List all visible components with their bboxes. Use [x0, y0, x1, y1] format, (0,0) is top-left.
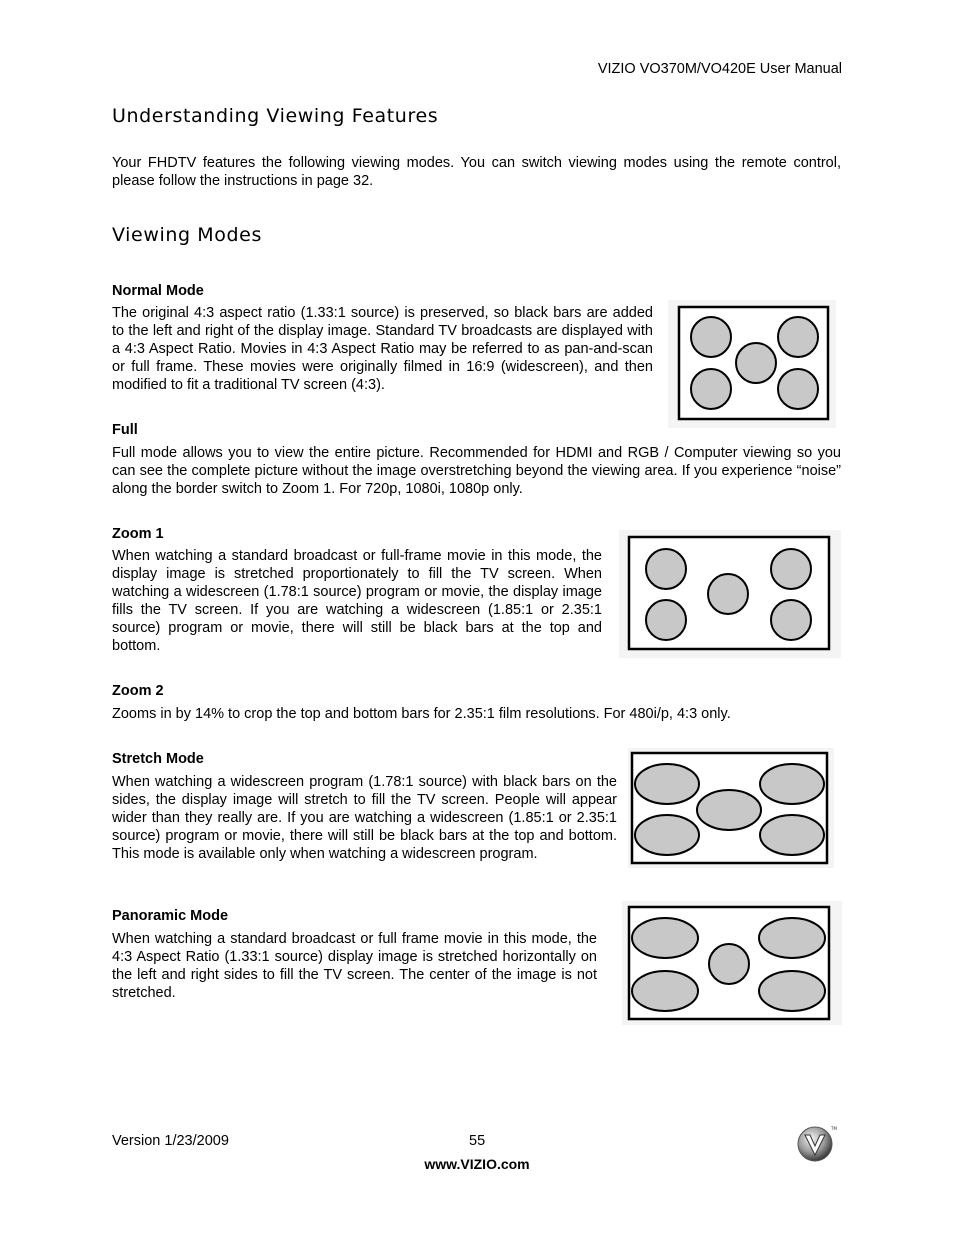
normal-mode-illustration — [668, 300, 836, 428]
stretch-mode-text: When watching a widescreen program (1.78:1 source) with black bars on the sides, the display image will stretch to fill the TV screen. People will appear wider than they really are. If you are watching a widescreen (1.85:1 or 2.35:1 source) program or movie, there will still be black bars at the top and bottom. This mode is available only when watching a widescreen program. — [112, 774, 617, 862]
manual-title: VIZIO VO370M/VO420E User Manual — [597, 61, 842, 77]
panoramic-mode-illustration — [622, 901, 842, 1025]
full-mode-text: Full mode allows you to view the entire picture. Recommended for HDMI and RGB / Computer viewing so you can see the complete picture without the image overstretching beyond the viewing area. If you experience “noise” along the border switch to Zoom 1. For 720p, 1080i, 1080p only. — [112, 445, 841, 497]
zoom2-text: Zooms in by 14% to crop the top and bottom bars for 2.35:1 film resolutions. For 480i/p, 4:3 only. — [112, 706, 731, 722]
normal-mode-heading: Normal Mode — [112, 283, 204, 299]
full-mode-heading: Full — [112, 422, 138, 438]
vizio-v-logo-icon — [796, 1124, 836, 1169]
panoramic-mode-text: When watching a standard broadcast or full frame movie in this mode, the 4:3 Aspect Ratio (1.33:1 source) display image is stretched horizontally on the left and right sides to fill the TV screen. The center of the image is not stretched. — [112, 931, 597, 1001]
section-title-understanding: Understanding Viewing Features — [112, 105, 439, 127]
panoramic-mode-heading: Panoramic Mode — [112, 908, 229, 924]
zoom1-text: When watching a standard broadcast or full-frame movie in this mode, the display image is stretched proportionately to fill the TV screen. When watching a widescreen (1.78:1 source) program or movie, the display image fills the TV screen. If you are watching a widescreen (1.85:1 or 2.35:1 source) program or movie, there will still be black bars at the top and bottom. — [112, 548, 602, 654]
website-url: www.VIZIO.com — [424, 1156, 530, 1172]
stretch-mode-illustration — [628, 748, 834, 868]
section-title-viewing-modes: Viewing Modes — [112, 224, 262, 246]
svg-text:TM: TM — [831, 1126, 837, 1131]
version-label: Version 1/23/2009 — [112, 1133, 229, 1149]
zoom2-heading: Zoom 2 — [112, 683, 164, 699]
zoom1-heading: Zoom 1 — [112, 526, 164, 542]
stretch-mode-heading: Stretch Mode — [112, 751, 204, 767]
zoom1-illustration — [619, 530, 841, 658]
normal-mode-text: The original 4:3 aspect ratio (1.33:1 source) is preserved, so black bars are added to the left and right of the display image. Standard TV broadcasts are displayed with a 4:3 Aspect Ratio. Movies in 4:3 Aspect Ratio may be referred to as pan-and-scan or full frame. These movies were originally filmed in 16:9 (widescreen), and then modified to fit a traditional TV screen (4:3). — [112, 305, 653, 393]
page-number: 55 — [469, 1133, 486, 1149]
intro-paragraph: Your FHDTV features the following viewing modes. You can switch viewing modes using the remote control, please follow the instructions in page 32. — [112, 155, 841, 189]
